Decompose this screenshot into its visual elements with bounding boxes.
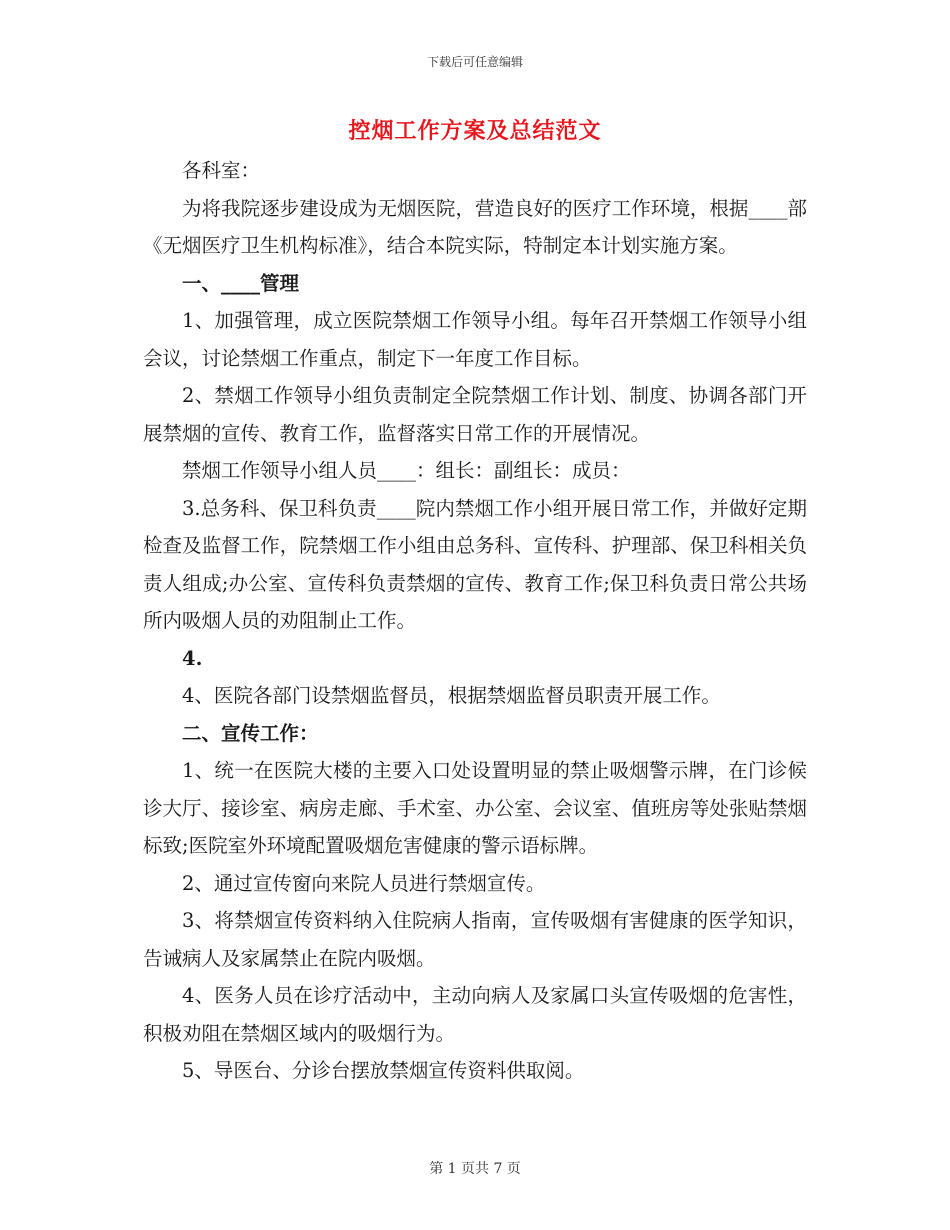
group-members-line: 禁烟工作领导小组人员____：组长：副组长：成员： [182,459,631,482]
section-heading-management: 一、____管理 [182,271,300,295]
management-item-1: 1、加强管理，成立医院禁烟工作领导小组。每年召开禁烟工作领导小组会议，讨论禁烟工作重点，制定下一年度工作目标。 [143,309,807,370]
document-body [143,152,807,1090]
document-title: 控烟工作方案及总结范文 [348,118,602,144]
management-item-2: 2、禁烟工作领导小组负责制定全院禁烟工作计划、制度、协调各部门开展禁烟的宣传、教育工作，监督落实日常工作的开展情况。 [143,384,807,445]
publicity-item-4: 4、医务人员在诊疗活动中，主动向病人及家属口头宣传吸烟的危害性，积极劝阻在禁烟区域内的吸烟行为。 [143,984,807,1045]
management-item-3: 3.总务科、保卫科负责____院内禁烟工作小组开展日常工作，并做好定期检查及监督工作，院禁烟工作小组由总务科、宣传科、护理部、保卫科相关负责人组成;办公室、宣传科负责禁烟的宣传、教育工作;保卫科负责日常公共场所内吸烟人员的劝阻制止工作。 [143,496,807,632]
publicity-item-2: 2、通过宣传窗向来院人员进行禁烟宣传。 [182,871,546,895]
publicity-item-1: 1、统一在医院大楼的主要入口处设置明显的禁止吸烟警示牌，在门诊候诊大厅、接诊室、病房走廊、手术室、办公室、会议室、值班房等处张贴禁烟标致;医院室外环境配置吸烟危害健康的警示语标牌。 [143,759,807,857]
intro-paragraph: 为将我院逐步建设成为无烟医院，营造良好的医疗工作环境，根据____部《无烟医疗卫生机构标准》，结合本院实际，特制定本计划实施方案。 [143,196,807,257]
management-item-4: 4、医院各部门设禁烟监督员，根据禁烟监督员职责开展工作。 [182,684,721,707]
publicity-item-5: 5、导医台、分诊台摆放禁烟宣传资料供取阅。 [182,1059,585,1082]
management-item-4-stub: 4. [182,646,203,670]
page-header-note: 下载后可任意编辑 [426,55,523,69]
publicity-item-3: 3、将禁烟宣传资料纳入住院病人指南，宣传吸烟有害健康的医学知识，告诫病人及家属禁止在院内吸烟。 [143,909,807,970]
section-heading-publicity: 二、宣传工作： [182,721,319,745]
page-number: 第 1 页共 7 页 [429,1161,521,1177]
salutation: 各科室： [182,159,261,182]
